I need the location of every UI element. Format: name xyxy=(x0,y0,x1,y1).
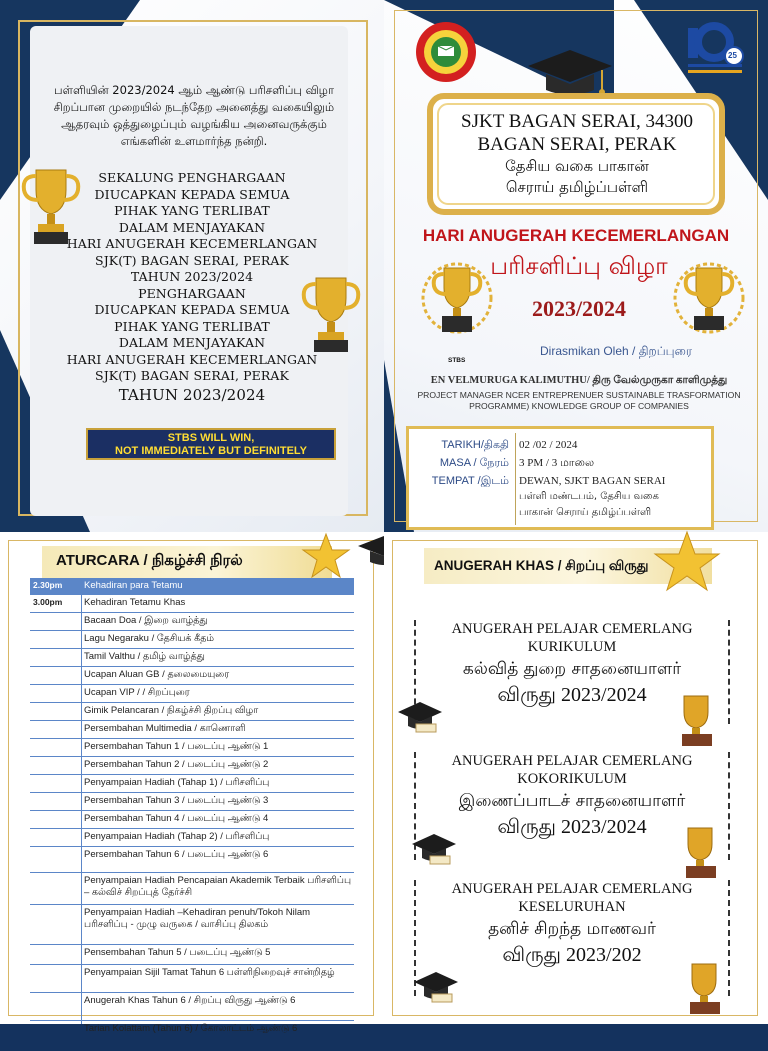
table-row: Penyampaian Hadiah (Tahap 2) / பரிசளிப்பு xyxy=(30,829,354,847)
thanks-block: SEKALUNG PENGHARGAAN DIUCAPKAN KEPADA SEMUA PIHAK YANG TERLIBAT DALAM MENJAYAKAN HARI ANUGERAH KECEMERLANGAN SJK(T) BAGAN SERAI, PERAK TAHUN 2023/2024 PENGHARGAAN DIUCAPKAN KEPADA SEMUA PIHAK YANG TERLIBAT DALAM MENJAYAKAN HARI ANUGERAH KECEMERLANGAN SJK(T) BAGAN SERAI, PERAK TAHUN 2023/2024 xyxy=(66,170,318,404)
graduation-cap-icon xyxy=(410,832,458,868)
table-row: Anugerah Khas Tahun 6 / சிறப்பு விருது ஆண்டு 6 xyxy=(30,993,354,1021)
date-value: 02 /02 / 2024 xyxy=(519,439,578,451)
table-row: 3.00pm Kehadiran Tetamu Khas xyxy=(30,595,354,613)
star-icon xyxy=(300,530,352,582)
trophy-icon xyxy=(672,254,746,344)
table-row: Ucapan VIP / / சிறப்புரை xyxy=(30,685,354,703)
program-logo-icon xyxy=(684,22,746,78)
trophy-label: STBS xyxy=(448,357,466,364)
table-row: Penyampaian Hadiah –Kehadiran penuh/Tokoh Nilam பரிசளிப்பு - முழு வருகை / வாசிப்பு திலகம் xyxy=(30,905,354,945)
table-row: Pensembahan Tahun 5 / படைப்பு ஆண்டு 5 xyxy=(30,945,354,965)
school-name: SJKT BAGAN SERAI, 34300 BAGAN SERAI, PERAK தேசிய வகை பாகான் செராய் தமிழ்ப்பள்ளி xyxy=(461,111,693,196)
date-label: TARIKH/திகதி xyxy=(441,439,509,451)
table-row: Gimik Pelancaran / நிகழ்ச்சி திறப்பு விழா xyxy=(30,703,354,721)
place-value: DEWAN, SJKT BAGAN SERAI xyxy=(519,475,666,487)
event-title: HARI ANUGERAH KECEMERLANGAN xyxy=(422,226,730,245)
guest-role: PROJECT MANAGER NCER ENTREPRENUER SUSTAINABLE TRASFORMATION PROGRAMME) KNOWLEDGE GROUP OF COMPANIES xyxy=(417,390,741,411)
school-crest-icon xyxy=(414,20,478,84)
trophy-icon xyxy=(676,958,732,1018)
table-row: 2.30pm Kehadiran para Tetamu xyxy=(30,578,354,595)
table-row: Tamil Valthu / தமிழ் வாழ்த்து xyxy=(30,649,354,667)
table-row: Penyampaian Sijil Tamat Tahun 6 பள்ளிநிறைவுச் சான்றிதழ் xyxy=(30,965,354,993)
trophy-icon xyxy=(296,268,366,358)
graduation-cap-icon xyxy=(396,700,444,736)
aturcara-title: ATURCARA / நிகழ்ச்சி நிரல் xyxy=(42,546,332,578)
star-icon xyxy=(650,528,724,594)
thanks-panel xyxy=(0,0,384,532)
graduation-cap-icon xyxy=(412,970,460,1006)
time-value: 3 PM / 3 மாலை xyxy=(519,457,595,469)
trophy-icon xyxy=(420,254,494,354)
table-row: Persembahan Tahun 4 / படைப்பு ஆண்டு 4 xyxy=(30,811,354,829)
table-row: Persembahan Tahun 1 / படைப்பு ஆண்டு 1 xyxy=(30,739,354,757)
table-row: Penyampaian Hadiah Pencapaian Akademik Terbaik பரிசளிப்பு – கல்விச் சிறப்புத் தேர்ச்சி xyxy=(30,873,354,905)
guest-name: EN VELMURUGA KALIMUTHU/ திரு வேல்முருகா காளிமுத்து xyxy=(430,375,728,386)
logo-badge: 25 xyxy=(728,51,737,60)
table-row: Persembahan Tahun 2 / படைப்பு ஆண்டு 2 xyxy=(30,757,354,775)
table-row: Persembahan Multimedia / காணொளி xyxy=(30,721,354,739)
table-row: Bacaan Doa / இறை வாழ்த்து xyxy=(30,613,354,631)
event-details xyxy=(406,426,714,530)
intro-tamil-text: பள்ளியின் 2023/2024 ஆம் ஆண்டு பரிசளிப்பு விழா சிறப்பான முறையில் நடந்தேற அனைத்து வகையிலும் ஆதரவும் ஒத்துழைப்பும் வழங்கிய அனைவருக்கும் எங்களின் உளமார்ந்த நன்றி. xyxy=(53,83,335,148)
time-label: MASA / நேரம் xyxy=(439,457,509,469)
award-card: ANUGERAH PELAJAR CEMERLANG KURIKULUM கல்வித் துறை சாதனையாளர் விருது 2023/2024 xyxy=(414,620,730,724)
event-title-tamil: பரிசளிப்பு விழா xyxy=(490,252,668,280)
table-row: Lagu Negaraku / தேசியக் கீதம் xyxy=(30,631,354,649)
award-card: ANUGERAH PELAJAR CEMERLANG KESELURUHAN தனிச் சிறந்த மாணவர் விருது 2023/202 xyxy=(414,880,730,996)
event-year: 2023/2024 xyxy=(531,296,627,321)
place-value-tamil: பாகான் செராய் தமிழ்ப்பள்ளி xyxy=(519,507,651,518)
anugerah-title: ANUGERAH KHAS / சிறப்பு விருது xyxy=(424,548,712,584)
divider xyxy=(515,433,516,525)
award-card: ANUGERAH PELAJAR CEMERLANG KOKORIKULUM இணைப்பாடச் சாதனையாளர் விருது 2023/2024 xyxy=(414,752,730,860)
table-row: Tarian Kolattam (Tahun 6) / கோலாட்டம் ஆண்டு 6 xyxy=(84,1023,298,1034)
place-value-tamil: பள்ளி மண்டபம், தேசிய வகை xyxy=(519,491,659,502)
table-row: Persembahan Tahun 3 / படைப்பு ஆண்டு 3 xyxy=(30,793,354,811)
motto-banner: STBS WILL WIN, NOT IMMEDIATELY BUT DEFINITELY xyxy=(86,428,336,460)
place-label: TEMPAT /இடம் xyxy=(431,475,509,487)
table-row: Penyampaian Hadiah (Tahap 1) / பரிசளிப்பு xyxy=(30,775,354,793)
table-row: Ucapan Aluan GB / தலைமையுரை xyxy=(30,667,354,685)
officiated-by: Dirasmikan Oleh / திறப்புரை xyxy=(540,344,693,358)
trophy-icon xyxy=(668,690,724,750)
table-row: Persembahan Tahun 6 / படைப்பு ஆண்டு 6 xyxy=(30,847,354,873)
trophy-icon xyxy=(672,822,728,882)
